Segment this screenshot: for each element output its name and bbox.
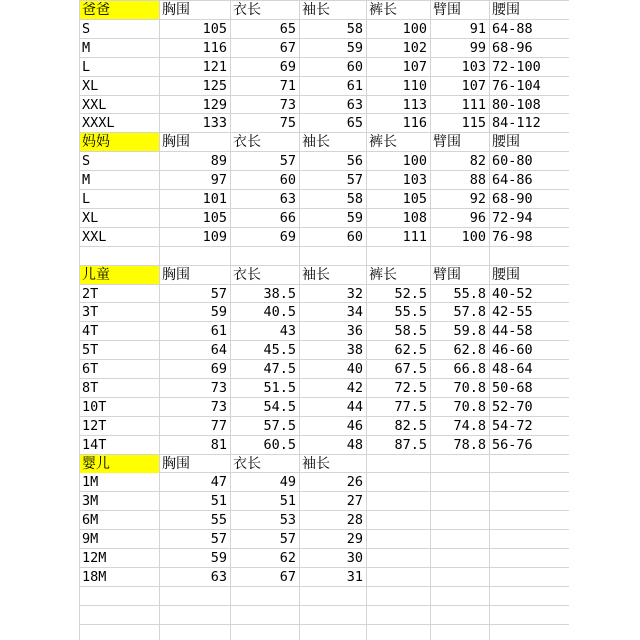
measurement-cell: 76-98 [492,229,533,245]
measurement-cell: 71 [279,78,296,94]
measurement-cell: 82 [469,153,486,169]
column-header: 腰围 [492,2,520,18]
measurement-cell: 62.5 [394,342,427,358]
measurement-cell: 73 [210,399,227,415]
column-header: 袖长 [302,2,330,18]
measurement-cell: 65 [279,21,296,37]
measurement-cell: 87.5 [394,437,427,453]
size-label-cell: XL [82,78,99,94]
measurement-cell: 69 [210,361,227,377]
measurement-cell: 76-104 [492,78,541,94]
size-label-cell: 18M [82,569,107,585]
measurement-cell: 61 [346,78,363,94]
measurement-cell: 51 [210,493,227,509]
size-chart-spreadsheet [79,0,569,640]
column-header: 胸围 [162,2,190,18]
measurement-cell: 59 [210,304,227,320]
measurement-cell: 32 [346,286,363,302]
grid-row-line [79,624,569,625]
measurement-cell: 67 [279,40,296,56]
size-label-cell: L [82,191,91,207]
measurement-cell: 58 [346,191,363,207]
measurement-cell: 67.5 [394,361,427,377]
column-header: 腰围 [492,267,520,283]
measurement-cell: 40.5 [263,304,296,320]
size-label-cell: 4T [82,323,99,339]
measurement-cell: 57.8 [453,304,486,320]
measurement-cell: 52-70 [492,399,533,415]
measurement-cell: 57 [279,153,296,169]
measurement-cell: 30 [346,550,363,566]
measurement-cell: 105 [202,210,227,226]
section-title: 婴儿 [80,455,159,473]
measurement-cell: 99 [469,40,486,56]
measurement-cell: 100 [402,153,427,169]
column-header: 腰围 [492,134,520,150]
measurement-cell: 65 [346,115,363,131]
measurement-cell: 67 [279,569,296,585]
measurement-cell: 70.8 [453,380,486,396]
measurement-cell: 103 [402,172,427,188]
measurement-cell: 103 [461,59,486,75]
measurement-cell: 91 [469,21,486,37]
measurement-cell: 64-86 [492,172,533,188]
measurement-cell: 58.5 [394,323,427,339]
measurement-cell: 49 [279,474,296,490]
measurement-cell: 54-72 [492,418,533,434]
measurement-cell: 56 [346,153,363,169]
measurement-cell: 66.8 [453,361,486,377]
size-label-cell: XXXL [82,115,115,131]
grid-row-line [79,246,569,247]
size-label-cell: 6T [82,361,99,377]
measurement-cell: 96 [469,210,486,226]
measurement-cell: 80-108 [492,97,541,113]
column-header: 袖长 [302,134,330,150]
measurement-cell: 40 [346,361,363,377]
measurement-cell: 57 [279,531,296,547]
column-header: 臂围 [433,2,461,18]
measurement-cell: 82.5 [394,418,427,434]
size-label-cell: M [82,172,91,188]
measurement-cell: 107 [461,78,486,94]
column-header: 衣长 [233,134,261,150]
measurement-cell: 29 [346,531,363,547]
measurement-cell: 57.5 [263,418,296,434]
measurement-cell: 89 [210,153,227,169]
measurement-cell: 47 [210,474,227,490]
measurement-cell: 59.8 [453,323,486,339]
measurement-cell: 55.5 [394,304,427,320]
grid-row-line [79,586,569,587]
size-label-cell: 8T [82,380,99,396]
column-header: 裤长 [369,134,397,150]
size-label-cell: M [82,40,91,56]
measurement-cell: 57 [346,172,363,188]
measurement-cell: 61 [210,323,227,339]
measurement-cell: 73 [279,97,296,113]
measurement-cell: 73 [210,380,227,396]
measurement-cell: 45.5 [263,342,296,358]
size-label-cell: 10T [82,399,107,415]
size-label-cell: 2T [82,286,99,302]
section-title: 妈妈 [80,133,159,151]
measurement-cell: 69 [279,229,296,245]
measurement-cell: 100 [402,21,427,37]
size-label-cell: 12T [82,418,107,434]
column-header: 袖长 [302,456,330,472]
measurement-cell: 100 [461,229,486,245]
measurement-cell: 116 [402,115,427,131]
column-header: 袖长 [302,267,330,283]
measurement-cell: 58 [346,21,363,37]
measurement-cell: 43 [279,323,296,339]
grid-row-line [79,605,569,606]
column-header: 臂围 [433,134,461,150]
size-label-cell: L [82,59,91,75]
measurement-cell: 48-64 [492,361,533,377]
measurement-cell: 66 [279,210,296,226]
measurement-cell: 48 [346,437,363,453]
column-header: 裤长 [369,2,397,18]
measurement-cell: 77.5 [394,399,427,415]
measurement-cell: 64-88 [492,21,533,37]
measurement-cell: 115 [461,115,486,131]
measurement-cell: 60 [346,59,363,75]
measurement-cell: 105 [202,21,227,37]
measurement-cell: 44 [346,399,363,415]
measurement-cell: 107 [402,59,427,75]
measurement-cell: 105 [402,191,427,207]
size-label-cell: XXL [82,229,107,245]
measurement-cell: 46-60 [492,342,533,358]
size-label-cell: XXL [82,97,107,113]
size-label-cell: 3T [82,304,99,320]
measurement-cell: 97 [210,172,227,188]
measurement-cell: 70.8 [453,399,486,415]
measurement-cell: 64 [210,342,227,358]
measurement-cell: 60.5 [263,437,296,453]
measurement-cell: 42 [346,380,363,396]
measurement-cell: 110 [402,78,427,94]
measurement-cell: 59 [346,40,363,56]
column-header: 胸围 [162,456,190,472]
size-label-cell: 9M [82,531,99,547]
measurement-cell: 52.5 [394,286,427,302]
measurement-cell: 111 [461,97,486,113]
column-header: 衣长 [233,456,261,472]
size-label-cell: 5T [82,342,99,358]
measurement-cell: 84-112 [492,115,541,131]
measurement-cell: 111 [402,229,427,245]
measurement-cell: 63 [279,191,296,207]
measurement-cell: 69 [279,59,296,75]
size-label-cell: S [82,153,91,169]
column-header: 胸围 [162,267,190,283]
measurement-cell: 60 [279,172,296,188]
measurement-cell: 101 [202,191,227,207]
measurement-cell: 74.8 [453,418,486,434]
measurement-cell: 34 [346,304,363,320]
measurement-cell: 46 [346,418,363,434]
measurement-cell: 55.8 [453,286,486,302]
measurement-cell: 42-55 [492,304,533,320]
measurement-cell: 77 [210,418,227,434]
column-header: 臂围 [433,267,461,283]
measurement-cell: 63 [346,97,363,113]
measurement-cell: 63 [210,569,227,585]
size-label-cell: 6M [82,512,99,528]
measurement-cell: 38 [346,342,363,358]
measurement-cell: 62.8 [453,342,486,358]
measurement-cell: 62 [279,550,296,566]
measurement-cell: 133 [202,115,227,131]
measurement-cell: 72.5 [394,380,427,396]
column-header: 胸围 [162,134,190,150]
measurement-cell: 113 [402,97,427,113]
measurement-cell: 50-68 [492,380,533,396]
measurement-cell: 129 [202,97,227,113]
measurement-cell: 88 [469,172,486,188]
measurement-cell: 31 [346,569,363,585]
size-label-cell: S [82,21,91,37]
measurement-cell: 78.8 [453,437,486,453]
size-label-cell: 14T [82,437,107,453]
measurement-cell: 109 [202,229,227,245]
measurement-cell: 44-58 [492,323,533,339]
size-label-cell: 12M [82,550,107,566]
measurement-cell: 72-100 [492,59,541,75]
size-label-cell: 1M [82,474,99,490]
column-header: 衣长 [233,267,261,283]
measurement-cell: 75 [279,115,296,131]
measurement-cell: 38.5 [263,286,296,302]
measurement-cell: 81 [210,437,227,453]
measurement-cell: 59 [210,550,227,566]
measurement-cell: 59 [346,210,363,226]
measurement-cell: 54.5 [263,399,296,415]
measurement-cell: 56-76 [492,437,533,453]
measurement-cell: 102 [402,40,427,56]
column-header: 裤长 [369,267,397,283]
measurement-cell: 57 [210,531,227,547]
measurement-cell: 121 [202,59,227,75]
column-header: 衣长 [233,2,261,18]
measurement-cell: 125 [202,78,227,94]
measurement-cell: 72-94 [492,210,533,226]
section-title: 儿童 [80,266,159,284]
section-title: 爸爸 [80,1,159,19]
size-label-cell: 3M [82,493,99,509]
measurement-cell: 68-90 [492,191,533,207]
measurement-cell: 55 [210,512,227,528]
measurement-cell: 28 [346,512,363,528]
measurement-cell: 51 [279,493,296,509]
measurement-cell: 27 [346,493,363,509]
measurement-cell: 36 [346,323,363,339]
measurement-cell: 108 [402,210,427,226]
measurement-cell: 47.5 [263,361,296,377]
size-label-cell: XL [82,210,99,226]
measurement-cell: 60 [346,229,363,245]
measurement-cell: 68-96 [492,40,533,56]
measurement-cell: 57 [210,286,227,302]
measurement-cell: 53 [279,512,296,528]
measurement-cell: 60-80 [492,153,533,169]
measurement-cell: 116 [202,40,227,56]
measurement-cell: 92 [469,191,486,207]
measurement-cell: 26 [346,474,363,490]
measurement-cell: 51.5 [263,380,296,396]
measurement-cell: 40-52 [492,286,533,302]
